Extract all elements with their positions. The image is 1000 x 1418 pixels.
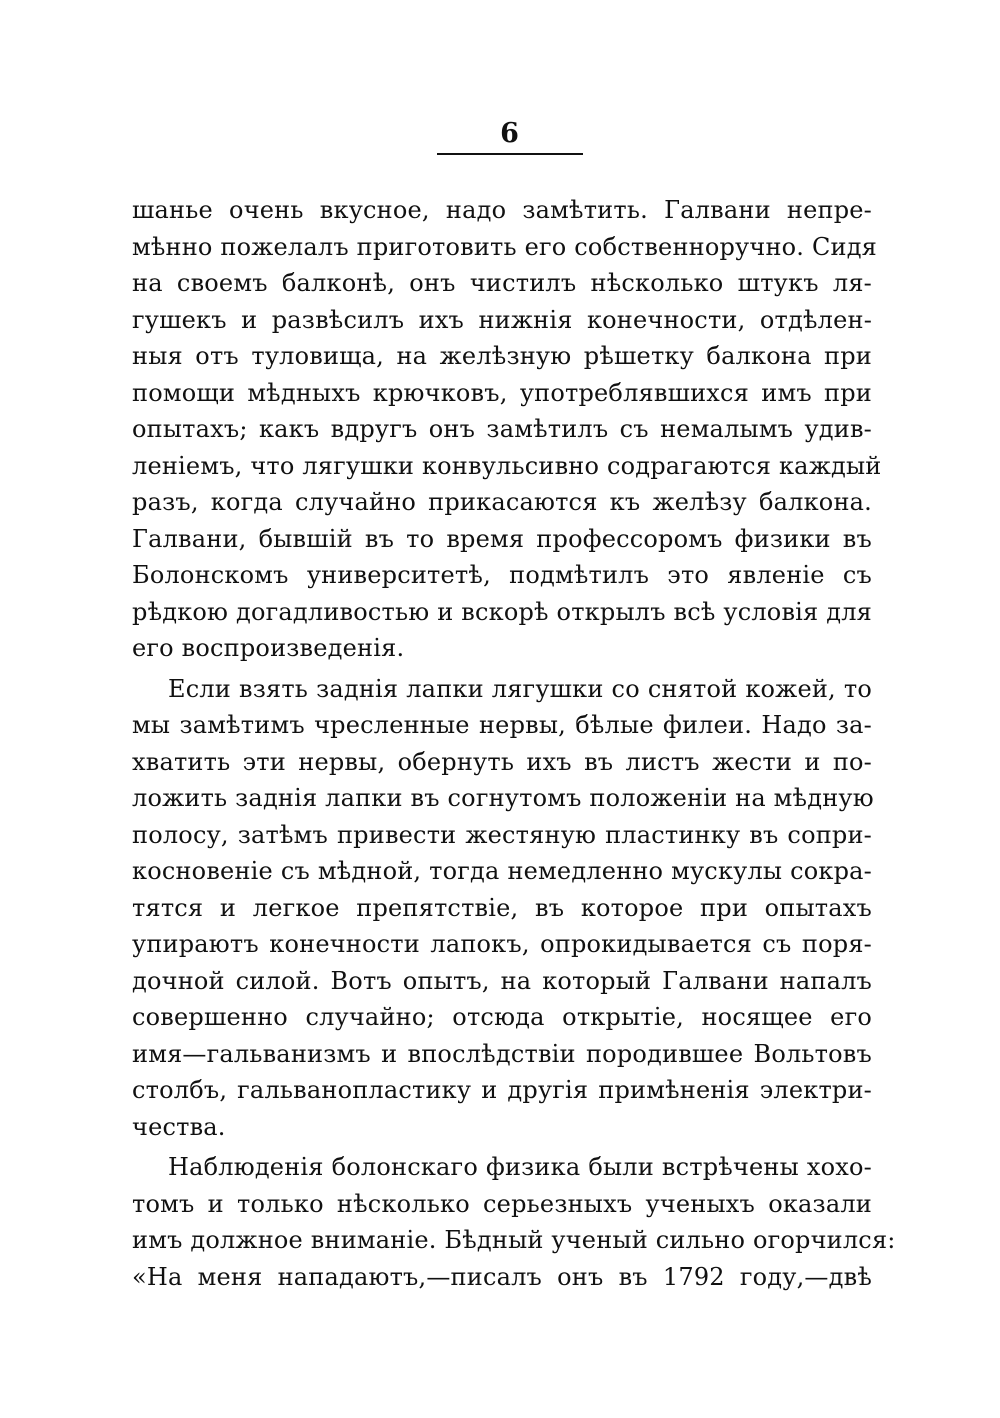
text-line: шанье очень вкусное, надо замѣтить. Галвани непре-	[132, 196, 872, 224]
text-line: леніемъ, что лягушки конвульсивно содрагаются каждый	[132, 451, 882, 480]
text-line: ложить заднія лапки въ согнутомъ положеніи на мѣдную	[132, 784, 874, 812]
text-line: имя—гальванизмъ и впослѣдствіи породившее Вольтовъ	[132, 1039, 872, 1068]
text-line: помощи мѣдныхъ крючковъ, употреблявшихся имъ при	[132, 378, 872, 407]
text-line: гушекъ и развѣсилъ ихъ нижнія конечности, отдѣлен-	[132, 305, 872, 334]
text-line: Наблюденія болонскаго физика были встрѣчены хохо-	[168, 1153, 872, 1181]
body-text	[132, 192, 896, 1295]
text-line: совершенно случайно; отсюда открытіе, носящее его	[132, 1003, 872, 1031]
text-line: ныя отъ туловища, на желѣзную рѣшетку балкона при	[132, 342, 872, 370]
text-line: столбъ, гальванопластику и другія примѣненія электри-	[132, 1076, 872, 1104]
text-line: томъ и только нѣсколько серьезныхъ ученыхъ оказали	[132, 1189, 872, 1218]
text-line: мы замѣтимъ чресленные нервы, бѣлые филеи. Надо за-	[132, 711, 872, 739]
paragraph	[132, 671, 872, 1146]
text-line: Галвани, бывшій въ то время профессоромъ физики въ	[132, 524, 872, 553]
paragraph	[132, 192, 882, 667]
page-number: 6	[500, 118, 520, 149]
text-line: имъ должное вниманіе. Бѣдный ученый сильно огорчился:	[132, 1226, 896, 1254]
text-line: мѣнно пожелалъ приготовить его собственноручно. Сидя	[132, 232, 878, 261]
text-line: чества.	[132, 1112, 226, 1141]
text-line: косновеніе съ мѣдной, тогда немедленно мускулы сокра-	[132, 857, 872, 885]
text-line: на своемъ балконѣ, онъ чистилъ нѣсколько штукъ ля-	[132, 269, 872, 297]
text-line: рѣдкою догадливостью и вскорѣ открылъ всѣ условія для	[132, 597, 872, 626]
text-line: разъ, когда случайно прикасаются къ желѣзу балкона.	[132, 488, 872, 516]
text-line: дочной силой. Вотъ опытъ, на который Галвани напалъ	[132, 966, 872, 995]
text-line: Если взять заднія лапки лягушки со снятой кожей, то	[168, 674, 872, 703]
text-line: Болонскомъ университетѣ, подмѣтилъ это явленіе съ	[132, 561, 872, 589]
header-rule	[437, 153, 583, 155]
text-line: опытахъ; какъ вдругъ онъ замѣтилъ съ немалымъ удив-	[132, 415, 872, 443]
text-line: полосу, затѣмъ привести жестяную пластинку въ сопри-	[132, 820, 872, 849]
text-line: упираютъ конечности лапокъ, опрокидывается съ поря-	[132, 930, 872, 958]
text-line: тятся и легкое препятствіе, въ которое при опытахъ	[132, 893, 872, 922]
text-line: хватить эти нервы, обернуть ихъ въ листъ жести и по-	[132, 747, 872, 776]
text-line: его воспроизведенія.	[132, 634, 405, 662]
paragraph	[132, 1149, 896, 1295]
text-line: «На меня нападаютъ,—писалъ онъ въ 1792 году,—двѣ	[132, 1262, 872, 1291]
